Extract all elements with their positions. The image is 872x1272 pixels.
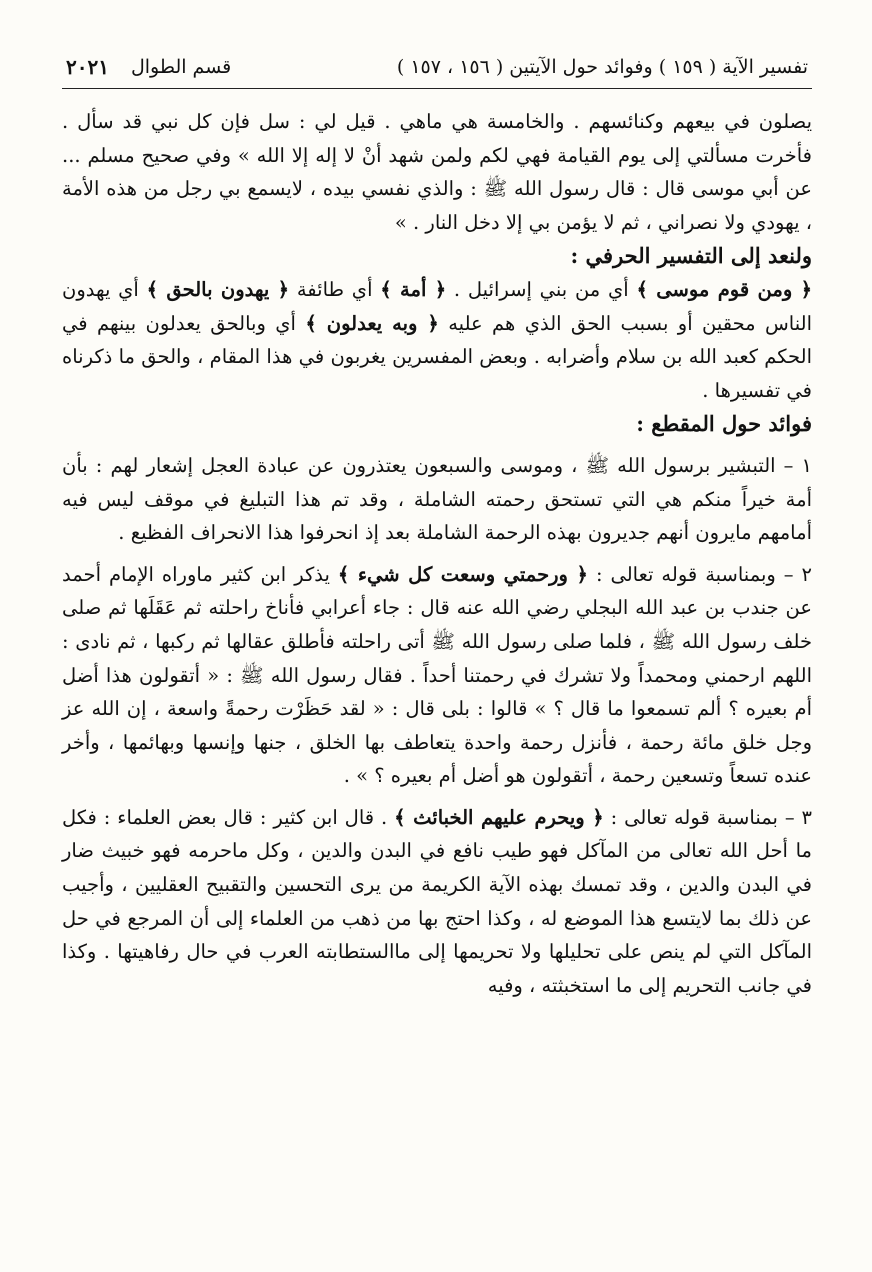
section-name: قسم الطوال bbox=[130, 56, 232, 78]
heading-literal-tafsir: ولنعد إلى التفسير الحرفي : bbox=[570, 243, 812, 269]
quran-quote-1: ﴿ ومن قوم موسى ﴾ bbox=[636, 277, 813, 301]
paragraph-tafsir: ﴿ ومن قوم موسى ﴾ أي من بني إسرائيل . ﴿ أمة ﴾ أي طائفة ﴿ يهدون بالحق ﴾ أي يهدون الناس محقين أو بسبب الحق الذي هم عليه ﴿ وبه يعدلون ﴾ أي وبالحق يعدلون بينهم في الحكم كعبد الله بن سلام وأضرابه . وبعض المفسرين يغربون في هذا المقام ، والحق ما ذكرناه في تفسيرها . bbox=[62, 277, 813, 402]
quran-quote-5: ﴿ ورحمتي وسعت كل شيء ﴾ bbox=[337, 562, 588, 586]
page-number: ٢٠٢١ bbox=[66, 55, 109, 79]
paragraph-hadith: يصلون في بيعهم وكنائسهم . والخامسة هي ماهي . قيل لي : سل فإن كل نبي قد سأل . فأخرت مسألتي إلى يوم القيامة فهي لكم ولمن شهد أنْ لا إله إلا الله » وفي صحيح مسلم ... عن أبي موسى قال : قال رسول الله ﷺ : والذي نفسي بيده ، لايسمع بي رجل من هذه الأمة ، يهودي ولا نصراني ، ثم لا يؤمن بي إلا دخل النار . » bbox=[62, 110, 812, 234]
running-title: تفسير الآية ( ١٥٩ ) وفوائد حول الآيتين ( ١٥٦ ، ١٥٧ ) bbox=[396, 56, 808, 78]
page-body bbox=[62, 105, 812, 1002]
benefit-3: ٣ – بمناسبة قوله تعالى : ﴿ ويحرم عليهم الخبائث ﴾ . قال ابن كثير : قال بعض العلماء : فكل ما أحل الله تعالى من المآكل فهو طيب نافع في البدن والدين ، وكل ماحرمه فهو خبيث ضار في البدن والدين ، وقد تمسك بهذه الآية الكريمة من يرى التحسين والتقبيح العقليين ، وأجيب عن ذلك بما لايتسع هذا الموضع له ، وكذا احتج بها من ذهب من العلماء إلى أن المرجع في حل المآكل التي لم ينص على تحليلها ولا تحريمها إلى ماالستطابته العرب في حال رفاهيتها . وكذا في جانب التحريم إلى ما استخبثته ، وفيه bbox=[62, 805, 812, 997]
quran-quote-4: ﴿ وبه يعدلون ﴾ bbox=[305, 311, 439, 335]
running-header bbox=[62, 52, 812, 89]
benefit-2: ٢ – وبمناسبة قوله تعالى : ﴿ ورحمتي وسعت كل شيء ﴾ يذكر ابن كثير ماوراه الإمام أحمد عن جندب بن عبد الله البجلي رضي الله عنه قال : جاء أعرابي فأناخ راحلته ثم عَقَلَها ثم صلى خلف رسول الله ﷺ ، فلما صلى رسول الله ﷺ أتى راحلته فأطلق عقالها ثم ركبها ، ثم نادى : اللهم ارحمني ومحمداً ولا تشرك في رحمتنا أحداً . فقال رسول الله ﷺ : « أتقولون هذا أضل أم بعيره ؟ ألم تسمعوا ما قال ؟ » قالوا : بلى قال : « لقد حَظَرْت رحمةً واسعة ، إن الله عز وجل خلق مائة رحمة ، فأنزل رحمة واحدة يتعاطف بها الخلق ، جنها وإنسها وبهائمها ، وأخر عنده تسعاً وتسعين رحمة ، أتقولون هو أضل أم بعيره ؟ » . bbox=[62, 562, 812, 788]
heading-benefits: فوائد حول المقطع : bbox=[636, 411, 812, 437]
quran-quote-6: ﴿ ويحرم عليهم الخبائث ﴾ bbox=[394, 805, 604, 829]
quran-quote-3: ﴿ يهدون بالحق ﴾ bbox=[146, 277, 290, 301]
quran-quote-2: ﴿ أمة ﴾ bbox=[380, 277, 447, 301]
benefit-1: ١ – التبشير برسول الله ﷺ ، وموسى والسبعون يعتذرون عن عبادة العجل إشعار لهم : بأن أمة خيراً منكم هي التي تستحق رحمته الشاملة ، وقد تم هذا التبليغ في موقف ليس فيه أمامهم مايرون أنهم جديرون بهذه الرحمة الشاملة بعد إذ انحرفوا هذا الانحراف الفظيع . bbox=[62, 453, 812, 545]
